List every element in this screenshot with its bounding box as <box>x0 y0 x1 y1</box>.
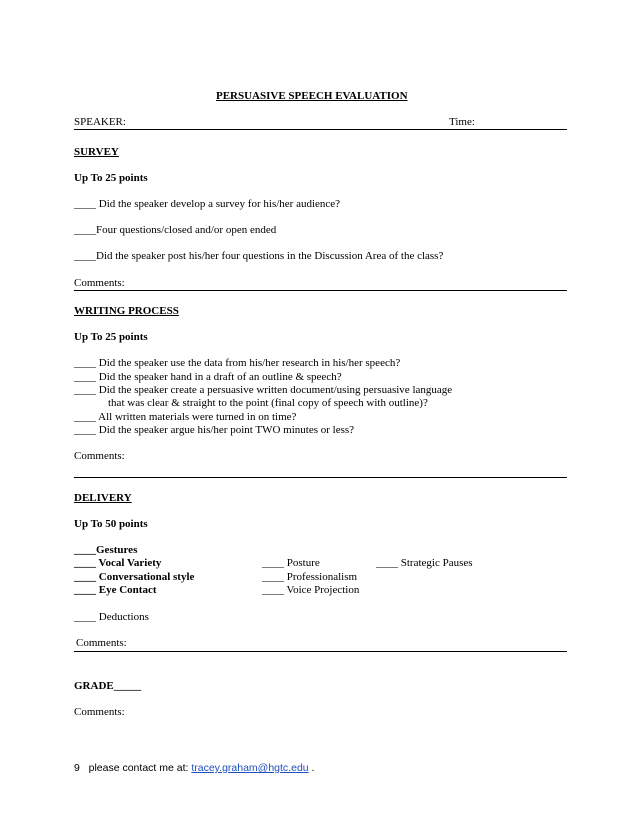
survey-points: Up To 25 points <box>74 172 148 184</box>
delivery-deductions: ____ Deductions <box>74 611 149 623</box>
delivery-item-professionalism: ____ Professionalism <box>262 571 358 583</box>
speaker-label: SPEAKER: <box>74 116 126 128</box>
grade-comments-label: Comments: <box>74 706 125 718</box>
survey-rule <box>74 290 567 291</box>
footer-period: . <box>311 762 315 774</box>
survey-item: ____Four questions/closed and/or open ended <box>74 224 277 236</box>
header-rule <box>74 129 567 130</box>
writing-points: Up To 25 points <box>74 331 148 343</box>
delivery-item-vocal-variety: ____ Vocal Variety <box>74 557 162 569</box>
writing-item: ____ Did the speaker argue his/her point TWO minutes or less? <box>74 424 355 436</box>
survey-comments-label: Comments: <box>74 277 125 289</box>
delivery-item-conversational-style: ____ Conversational style <box>74 571 195 583</box>
grade-label: GRADE_____ <box>74 680 142 692</box>
delivery-comments-label: Comments: <box>76 637 127 649</box>
writing-rule <box>74 477 567 478</box>
delivery-rule <box>74 651 567 652</box>
survey-item: ____ Did the speaker develop a survey for his/her audience? <box>74 198 341 210</box>
page-footer <box>74 762 314 775</box>
delivery-item-eye-contact: ____ Eye Contact <box>74 584 157 596</box>
survey-heading: SURVEY <box>74 146 119 158</box>
writing-item: ____ Did the speaker use the data from his/her research in his/her speech? <box>74 357 401 369</box>
footer-contact-text: please contact me at: <box>88 762 189 774</box>
email-link[interactable]: tracey.graham@hgtc.edu <box>191 762 309 774</box>
delivery-item-voice-projection: ____ Voice Projection <box>262 584 360 596</box>
page-number: 9 <box>74 762 80 774</box>
writing-item-continuation: that was clear & straight to the point (final copy of speech with outline)? <box>108 397 428 409</box>
delivery-item-strategic-pauses: ____ Strategic Pauses <box>376 557 473 569</box>
delivery-item-gestures: ____Gestures <box>74 544 138 556</box>
delivery-item-posture: ____ Posture <box>262 557 320 569</box>
writing-comments-label: Comments: <box>74 450 125 462</box>
delivery-points: Up To 50 points <box>74 518 148 530</box>
writing-heading: WRITING PROCESS <box>74 305 179 317</box>
writing-item: ____ Did the speaker create a persuasive written document/using persuasive language <box>74 384 453 396</box>
survey-item: ____Did the speaker post his/her four questions in the Discussion Area of the class? <box>74 250 444 262</box>
delivery-heading: DELIVERY <box>74 492 132 504</box>
page-title: PERSUASIVE SPEECH EVALUATION <box>216 90 408 102</box>
writing-item: ____ All written materials were turned in on time? <box>74 411 297 423</box>
writing-item: ____ Did the speaker hand in a draft of an outline & speech? <box>74 371 342 383</box>
time-label: Time: <box>449 116 475 128</box>
